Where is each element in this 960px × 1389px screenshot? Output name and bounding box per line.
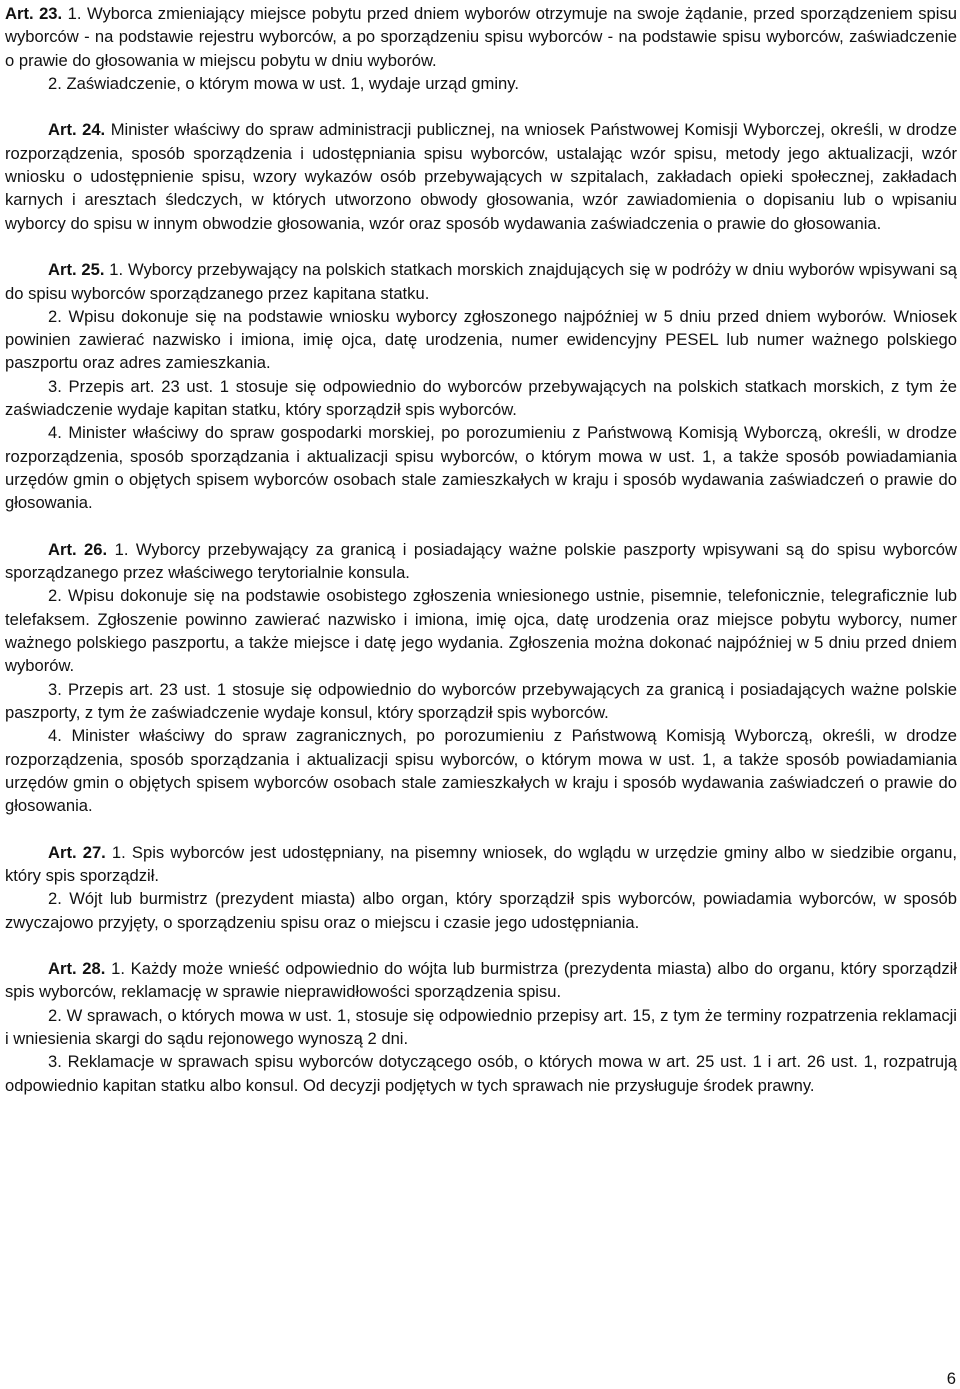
art-23-label: Art. 23. xyxy=(5,4,63,23)
art-25-label: Art. 25. xyxy=(48,260,105,280)
art-26-text-1: 1. Wyborcy przebywający za granicą i posiadający ważne polskie paszporty wpisywani są do spisu wyborców sporządzanego przez właściwego terytorialnie konsula. xyxy=(5,539,957,583)
art-26-para-3: 3. Przepis art. 23 ust. 1 stosuje się odpowiednio do wyborców przebywających za granicą i posiadających ważne polskie paszporty, z tym że zaświadczenie wydaje konsul, który sporządził spis wyborców. xyxy=(5,679,957,722)
article-24 xyxy=(5,118,957,234)
art-28-para-1 xyxy=(5,957,957,1004)
art-24-para-1 xyxy=(5,118,957,234)
art-23-para-2: 2. Zaświadczenie, o którym mowa w ust. 1, wydaje urząd gminy. xyxy=(48,73,519,93)
article-23 xyxy=(5,2,957,95)
article-26 xyxy=(5,538,957,818)
page-number: 6 xyxy=(946,1369,956,1388)
art-26-para-1 xyxy=(5,538,957,585)
art-28-text-1: 1. Każdy może wnieść odpowiednio do wójta lub burmistrza (prezydenta miasta) albo do organu, który sporządził spis wyborców, reklamację w sprawie nieprawidłowości sporządzenia spisu. xyxy=(5,959,957,1002)
art-26-para-2: 2. Wpisu dokonuje się na podstawie osobistego zgłoszenia wniesionego ustnie, pisemnie, telefonicznie, telegraficznie lub telefaksem. Zgłoszenie powinno zawierać nazwisko i imiona, imię ojca, datę urodzenia oraz miejsce pobytu wyborcy, numer ważnego polskiego paszportu, a także miejsce i datę jego wydania. Zgłoszenia można dokonać najpóźniej w 5 dniu przed dniem wyborów. xyxy=(5,586,957,676)
article-25 xyxy=(5,258,957,514)
art-27-para-1 xyxy=(5,841,957,888)
document-body xyxy=(5,2,957,1097)
art-27-text-1: 1. Spis wyborców jest udostępniany, na pisemny wniosek, do wglądu w urzędzie gminy albo w siedzibie organu, który spis sporządził. xyxy=(5,842,957,885)
art-28-para-3: 3. Reklamacje w sprawach spisu wyborców dotyczącego osób, o których mowa w art. 25 ust. 1 i art. 26 ust. 1, rozpatrują odpowiednio kapitan statku albo konsul. Od decyzji podjętych w tych sprawach nie przysługuje środek prawny. xyxy=(5,1052,957,1095)
article-28 xyxy=(5,957,957,1097)
art-25-para-2: 2. Wpisu dokonuje się na podstawie wniosku wyborcy zgłoszonego najpóźniej w 5 dniu przed dniem wyborów. Wniosek powinien zawierać nazwisko i imiona, imię ojca, datę urodzenia, numer ewidencyjny PESEL lub numer ważnego polskiego paszportu oraz adres zamieszkania. xyxy=(5,306,957,373)
art-24-text-1: Minister właściwy do spraw administracji publicznej, na wniosek Państwowej Komisji Wyborczej, określi, w drodze rozporządzenia, sposób sporządzenia i udostępniania spisu wyborców, ustalając wzór spisu, metody jego aktualizacji, wzór wniosku o udostępnienie spisu, wzory wykazów osób przebywających w szpitalach, zakładach opieki społecznej, zakładach karnych i aresztach śledczych, w których utworzono obwody głosowania, wzór zawiadomienia o dopisaniu lub o wpisaniu wyborcy do spisu w innym obwodzie głosowania, wzór oraz sposób wydawania zaświadczenia o prawie do głosowania. xyxy=(5,120,957,233)
art-23-text-1: 1. Wyborca zmieniający miejsce pobytu przed dniem wyborów otrzymuje na swoje żądanie, przed sporządzeniem spisu wyborców - na podstawie rejestru wyborców, a po sporządzeniu spisu wyborców - na podstawie spisu wyborców, zaświadczenie o prawie do głosowania w miejscu pobytu w dniu wyborów. xyxy=(5,4,957,70)
art-26-label: Art. 26. xyxy=(48,539,108,559)
art-27-para-2: 2. Wójt lub burmistrz (prezydent miasta) albo organ, który sporządził spis wyborców, powiadamia wyborców, w sposób zwyczajowo przyjęty, o sporządzeniu spisu oraz o miejscu i czasie jego udostępniania. xyxy=(5,889,957,932)
art-23-para-1 xyxy=(5,2,957,72)
article-27 xyxy=(5,841,957,934)
art-25-para-4: 4. Minister właściwy do spraw gospodarki morskiej, po porozumieniu z Państwową Komisją Wyborczą, określi, w drodze rozporządzenia, sposób sporządzania i aktualizacji spisu wyborców, o którym mowa w ust. 1, a także sposób powiadamiania urzędów gmin o objętych spisem wyborców osobach stale zamieszkałych w kraju i sposób wydawania zaświadczeń o prawie do głosowania. xyxy=(5,423,957,513)
art-25-para-1 xyxy=(5,258,957,305)
art-27-label: Art. 27. xyxy=(48,842,106,862)
art-25-text-1: 1. Wyborcy przebywający na polskich statkach morskich znajdujących się w podróży w dniu wyborów wpisywani są do spisu wyborców sporządzanego przez kapitana statku. xyxy=(5,260,957,303)
art-24-label: Art. 24. xyxy=(48,120,106,140)
art-26-para-4: 4. Minister właściwy do spraw zagranicznych, po porozumieniu z Państwową Komisją Wyborczą, określi, w drodze rozporządzenia, sposób sporządzania i aktualizacji spisu wyborców, o którym mowa w ust. 1, a także sposób powiadamiania urzędów gmin o objętych spisem wyborców osobach stale zamieszkałych w kraju i sposób wydawania zaświadczeń o prawie do głosowania. xyxy=(5,726,957,816)
art-28-para-2: 2. W sprawach, o których mowa w ust. 1, stosuje się odpowiednio przepisy art. 15, z tym że terminy rozpatrzenia reklamacji i wniesienia skargi do sądu rejonowego wynoszą 2 dni. xyxy=(5,1005,957,1049)
art-25-para-3: 3. Przepis art. 23 ust. 1 stosuje się odpowiednio do wyborców przebywających na polskich statkach morskich, z tym że zaświadczenie wydaje kapitan statku, który sporządził spis wyborców. xyxy=(5,376,957,420)
art-28-label: Art. 28. xyxy=(48,959,106,979)
